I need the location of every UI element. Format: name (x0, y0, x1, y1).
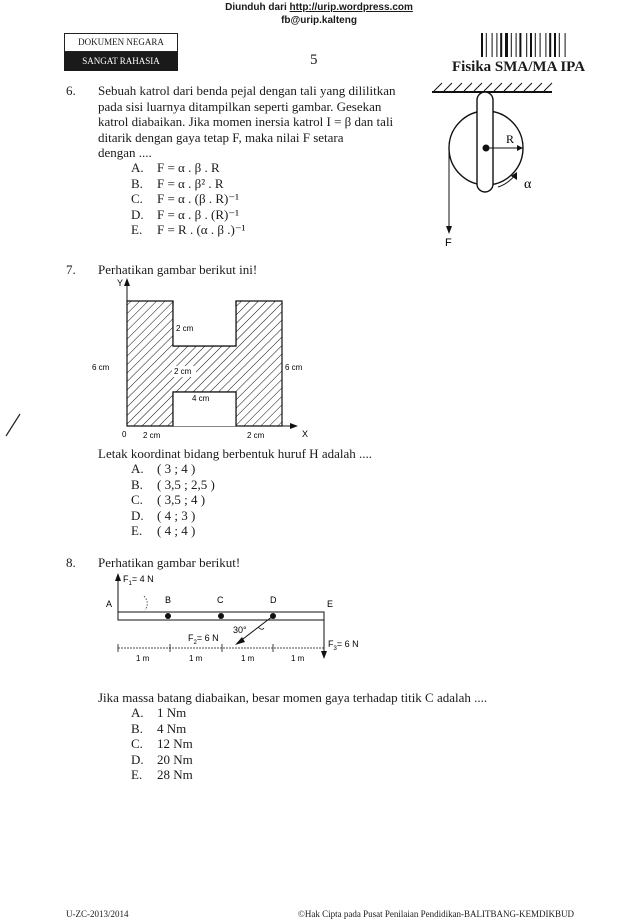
pen-stroke-mark (4, 412, 22, 438)
doc-classification-box: DOKUMEN NEGARA (64, 33, 178, 52)
q8-options (131, 705, 193, 783)
pulley-bracket (477, 92, 493, 192)
f1-arrowhead (115, 573, 121, 581)
pulley-figure (420, 82, 560, 252)
q6-line-2: pada sisi luarnya ditampilkan seperti gambar. Gesekan (98, 98, 382, 114)
bar-height-label: 2 cm (174, 367, 192, 376)
page-number: 5 (310, 52, 318, 68)
angle-label: 30° (233, 625, 247, 635)
q6-option-b[interactable]: B. F = α . β² . R (131, 175, 224, 191)
radius-arrowhead (517, 145, 523, 151)
download-url-link[interactable]: http://urip.wordpress.com (289, 2, 413, 13)
ceiling-hatch (434, 83, 552, 91)
footer-copyright: ©Hak Cipta pada Pusat Penilaian Pendidikan-BALITBANG-KEMDIKBUD (298, 909, 575, 919)
origin-label: 0 (122, 430, 127, 439)
q6-option-a[interactable]: A. F = α . β . R (131, 160, 220, 175)
pulley-axle (483, 145, 490, 152)
point-d-label: D (270, 595, 277, 605)
footer-code: U-ZC-2013/2014 (66, 909, 129, 919)
q8-option-a[interactable]: A. 1 Nm (131, 705, 187, 720)
right-height-label: 6 cm (285, 363, 303, 372)
q6-option-e[interactable]: E. F = R . (α . β .)⁻¹ (131, 222, 246, 237)
q7-prompt: Perhatikan gambar berikut ini! (98, 262, 258, 277)
point-b-label: B (165, 595, 172, 605)
bottom-gap-label: 4 cm (192, 394, 210, 403)
q6-options (131, 160, 246, 238)
seg1-label: 1 m (136, 654, 150, 663)
q7-option-b[interactable]: B. ( 3,5 ; 2,5 ) (131, 476, 215, 492)
q6-text (98, 83, 405, 161)
pivot-mark (144, 596, 147, 610)
lever-figure (98, 570, 368, 670)
top-gap-label: 2 cm (176, 324, 194, 333)
x-left-label: 2 cm (143, 431, 161, 440)
q6-number: 6. (66, 83, 76, 98)
q8-prompt: Perhatikan gambar berikut! (98, 555, 241, 570)
q7-option-c[interactable]: C. ( 3,5 ; 4 ) (131, 492, 206, 507)
force-f-arrowhead (446, 226, 452, 234)
facebook-handle: fb@urip.kalteng (281, 15, 357, 26)
point-e-label: E (327, 599, 334, 609)
seg4-label: 1 m (291, 654, 305, 663)
q6-line-3: katrol diabaikan. Jika momen inersia katrol I = β dan tali (98, 114, 394, 129)
q8-option-e[interactable]: E. 28 Nm (131, 767, 193, 782)
left-height-label: 6 cm (92, 363, 110, 372)
subject-title: Fisika SMA/MA IPA (452, 59, 586, 75)
download-source-line (0, 2, 638, 13)
x-axis-arrowhead (290, 423, 298, 429)
point-b (165, 613, 171, 619)
q7-option-a[interactable]: A. ( 3 ; 4 ) (131, 461, 196, 476)
q8-question: Jika massa batang diabaikan, besar momen gaya terhadap titik C adalah .... (98, 690, 488, 705)
q7-question: Letak koordinat bidang berbentuk huruf H adalah .... (98, 446, 372, 461)
h-shape-figure (88, 276, 328, 444)
y-axis-arrowhead (124, 278, 130, 286)
point-a-label: A (106, 599, 113, 609)
q7-options (131, 461, 215, 539)
seg2-label: 1 m (189, 654, 203, 663)
x-right-label: 2 cm (247, 431, 265, 440)
point-c-label: C (217, 595, 224, 605)
secret-label: SANGAT RAHASIA (64, 52, 178, 71)
q7-option-d[interactable]: D. ( 4 ; 3 ) (131, 507, 196, 523)
seg3-label: 1 m (241, 654, 255, 663)
point-c (218, 613, 224, 619)
distance-arrows (118, 644, 324, 652)
y-axis-label: Y (117, 278, 124, 288)
f3-arrowhead (321, 651, 327, 659)
f1-label: $F_1= 4$ N (123, 574, 154, 587)
f3-label: $F_3= 6$ N (328, 639, 359, 652)
radius-label: R (506, 132, 515, 146)
q6-line-1: Sebuah katrol dari benda pejal dengan tali yang dililitkan (98, 83, 396, 98)
q7-option-e[interactable]: E. ( 4 ; 4 ) (131, 523, 196, 538)
angle-arc (258, 627, 264, 629)
q7-number: 7. (66, 262, 76, 277)
q8-option-d[interactable]: D. 20 Nm (131, 751, 193, 767)
force-f-label: F (445, 237, 452, 249)
q6-line-5: dengan .... (98, 145, 152, 160)
x-axis-label: X (302, 429, 309, 439)
q8-option-c[interactable]: C. 12 Nm (131, 736, 193, 751)
q6-option-c[interactable]: C. F = α . (β . R)⁻¹ (131, 191, 240, 206)
q8-number: 8. (66, 555, 76, 570)
download-prefix: Diunduh dari (225, 2, 290, 13)
f2-label: $F_2= 6$ N (188, 633, 219, 646)
barcode-icon (481, 33, 589, 57)
q8-option-b[interactable]: B. 4 Nm (131, 720, 187, 736)
q6-line-4: ditarik dengan gaya tetap F, maka nilai F setara (98, 129, 344, 145)
q6-option-d[interactable]: D. F = α . β . (R)⁻¹ (131, 206, 240, 222)
alpha-label: α (524, 177, 532, 192)
